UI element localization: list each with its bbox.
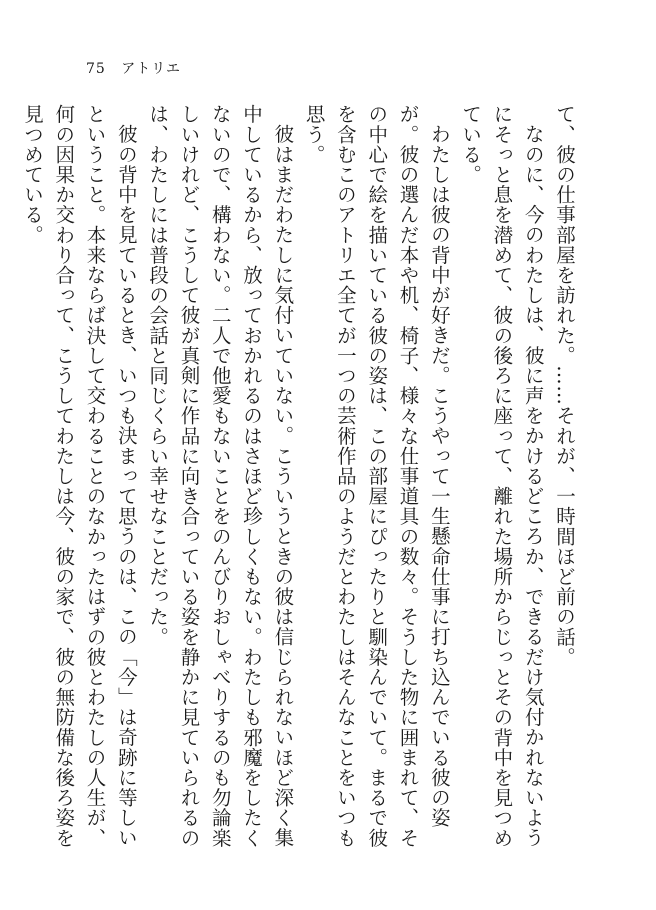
paragraph-2: なのに、今のわたしは、彼に声をかけるどころか、できるだけ気付かれないようにそっと息を潜めて、彼の後ろに座って、離れた場所からじっとその背中を見つめている。 bbox=[459, 104, 545, 848]
page-number: 75 bbox=[86, 61, 106, 77]
running-header bbox=[86, 58, 181, 78]
paragraph-1: て、彼の仕事部屋を訪れた。……それが、一時間ほど前の話。 bbox=[553, 104, 576, 667]
paragraph-5: 彼の背中を見ているとき、いつも決まって思うのは、この「今」は奇跡に等しいということ。本来ならば決して交わることのなかったはずの彼とわたしの人生が、何の因果か交わり合って、こうしてわたしは今、彼の家で、彼の無防備な後ろ姿を見つめている。 bbox=[20, 104, 138, 848]
body-text bbox=[20, 104, 580, 864]
paragraph-4: 彼はまだわたしに気付いていない。こういうときの彼は信じられないほど深く集中しているから、放っておかれるのはさほど珍しくもない。わたしも邪魔をしたくないので、構わない。二人で他愛もないことをのんびりおしゃべりするのも勿論楽しいけれど、こうして彼が真剣に作品に向き合っている姿を静かに見ていられるのは、わたしには普段の会話と同じくらい幸せなことだった。 bbox=[146, 104, 295, 848]
paragraph-3: わたしは彼の背中が好きだ。こうやって一生懸命仕事に打ち込んでいる彼の姿が。彼の選んだ本や机、椅子、様々な仕事道具の数々。そうした物に囲まれて、その中心で絵を描いている彼の姿は、この部屋にぴったりと馴染んでいて。まるで彼を含むこのアトリエ全てが一つの芸術作品のようだとわたしはそんなことをいつも思う。 bbox=[302, 104, 451, 848]
running-title: アトリエ bbox=[121, 61, 182, 77]
